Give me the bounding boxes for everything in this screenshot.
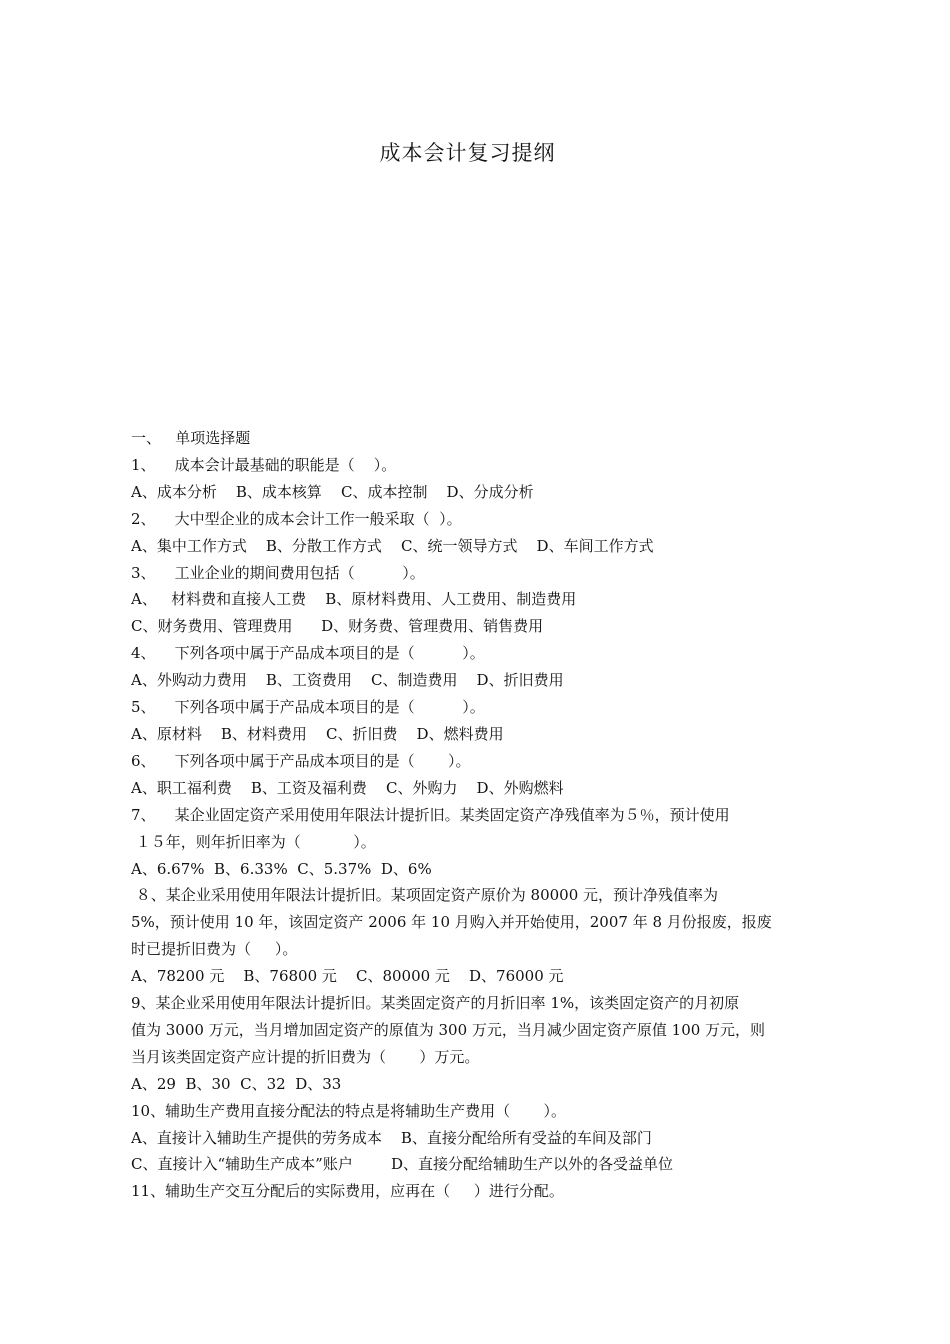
question-7-continued: １５年，则年折旧率为（ ）。 xyxy=(131,832,376,851)
question-10: 10、辅助生产费用直接分配法的特点是将辅助生产费用（ ）。 xyxy=(131,1101,566,1120)
question-7: 7、 某企业固定资产采用使用年限法计提折旧。某类固定资产净残值率为５％，预计使用 xyxy=(131,805,730,824)
question-8-options: A、78200 元 B、76800 元 C、80000 元 D、76000 元 xyxy=(131,967,564,986)
question-8-continued-2: 时已提折旧费为（ ）。 xyxy=(131,940,298,959)
question-4-options: A、外购动力费用 B、工资费用 C、制造费用 D、折旧费用 xyxy=(131,671,564,690)
question-5: 5、 下列各项中属于产品成本项目的是（ ）。 xyxy=(131,698,485,717)
question-8: ８、某企业采用使用年限法计提折旧。某项固定资产原价为 80000 元，预计净残值率为 xyxy=(131,886,719,905)
question-10-options-ab: A、直接计入辅助生产提供的劳务成本 B、直接分配给所有受益的车间及部门 xyxy=(131,1128,652,1147)
question-3-options-ab: A、 材料费和直接人工费 B、原材料费用、人工费用、制造费用 xyxy=(131,590,577,609)
question-2: 2、 大中型企业的成本会计工作一般采取（ ）。 xyxy=(131,509,462,528)
question-7-options: A、6.67% B、6.33% C、5.37% D、6% xyxy=(131,859,432,878)
question-6: 6、 下列各项中属于产品成本项目的是（ ）。 xyxy=(131,751,471,770)
document-body xyxy=(131,425,811,1205)
question-9-options: A、29 B、30 C、32 D、33 xyxy=(131,1074,342,1093)
question-11: 11、辅助生产交互分配后的实际费用，应再在（ ）进行分配。 xyxy=(131,1182,564,1201)
question-10-options-cd: C、直接计入“辅助生产成本”账户 D、直接分配给辅助生产以外的各受益单位 xyxy=(131,1155,673,1174)
page-title: 成本会计复习提纲 xyxy=(379,141,556,165)
question-8-continued: 5%，预计使用 10 年，该固定资产 2006 年 10 月购入并开始使用，2007 年 8 月份报废，报废 xyxy=(131,913,772,932)
question-9-continued: 值为 3000 万元，当月增加固定资产的原值为 300 万元，当月减少固定资产原值 100 万元，则 xyxy=(131,1020,766,1039)
question-5-options: A、原材料 B、材料费用 C、折旧费 D、燃料费用 xyxy=(131,724,504,743)
question-1-options: A、成本分析 B、成本核算 C、成本控制 D、分成分析 xyxy=(131,482,534,501)
question-4: 4、 下列各项中属于产品成本项目的是（ ）。 xyxy=(131,644,485,663)
question-9: 9、某企业采用使用年限法计提折旧。某类固定资产的月折旧率 1%，该类固定资产的月初原 xyxy=(131,994,740,1013)
question-2-options: A、集中工作方式 B、分散工作方式 C、统一领导方式 D、车间工作方式 xyxy=(131,536,654,555)
section-heading: 一、 单项选择题 xyxy=(131,429,251,447)
question-1: 1、 成本会计最基础的职能是（ ）。 xyxy=(131,455,397,474)
question-3-options-cd: C、财务费用、管理费用 D、财务费、管理费用、销售费用 xyxy=(131,617,544,636)
question-9-continued-2: 当月该类固定资产应计提的折旧费为（ ）万元。 xyxy=(131,1047,480,1066)
question-3: 3、 工业企业的期间费用包括（ ）。 xyxy=(131,563,425,582)
question-6-options: A、职工福利费 B、工资及福利费 C、外购力 D、外购燃料 xyxy=(131,778,564,797)
